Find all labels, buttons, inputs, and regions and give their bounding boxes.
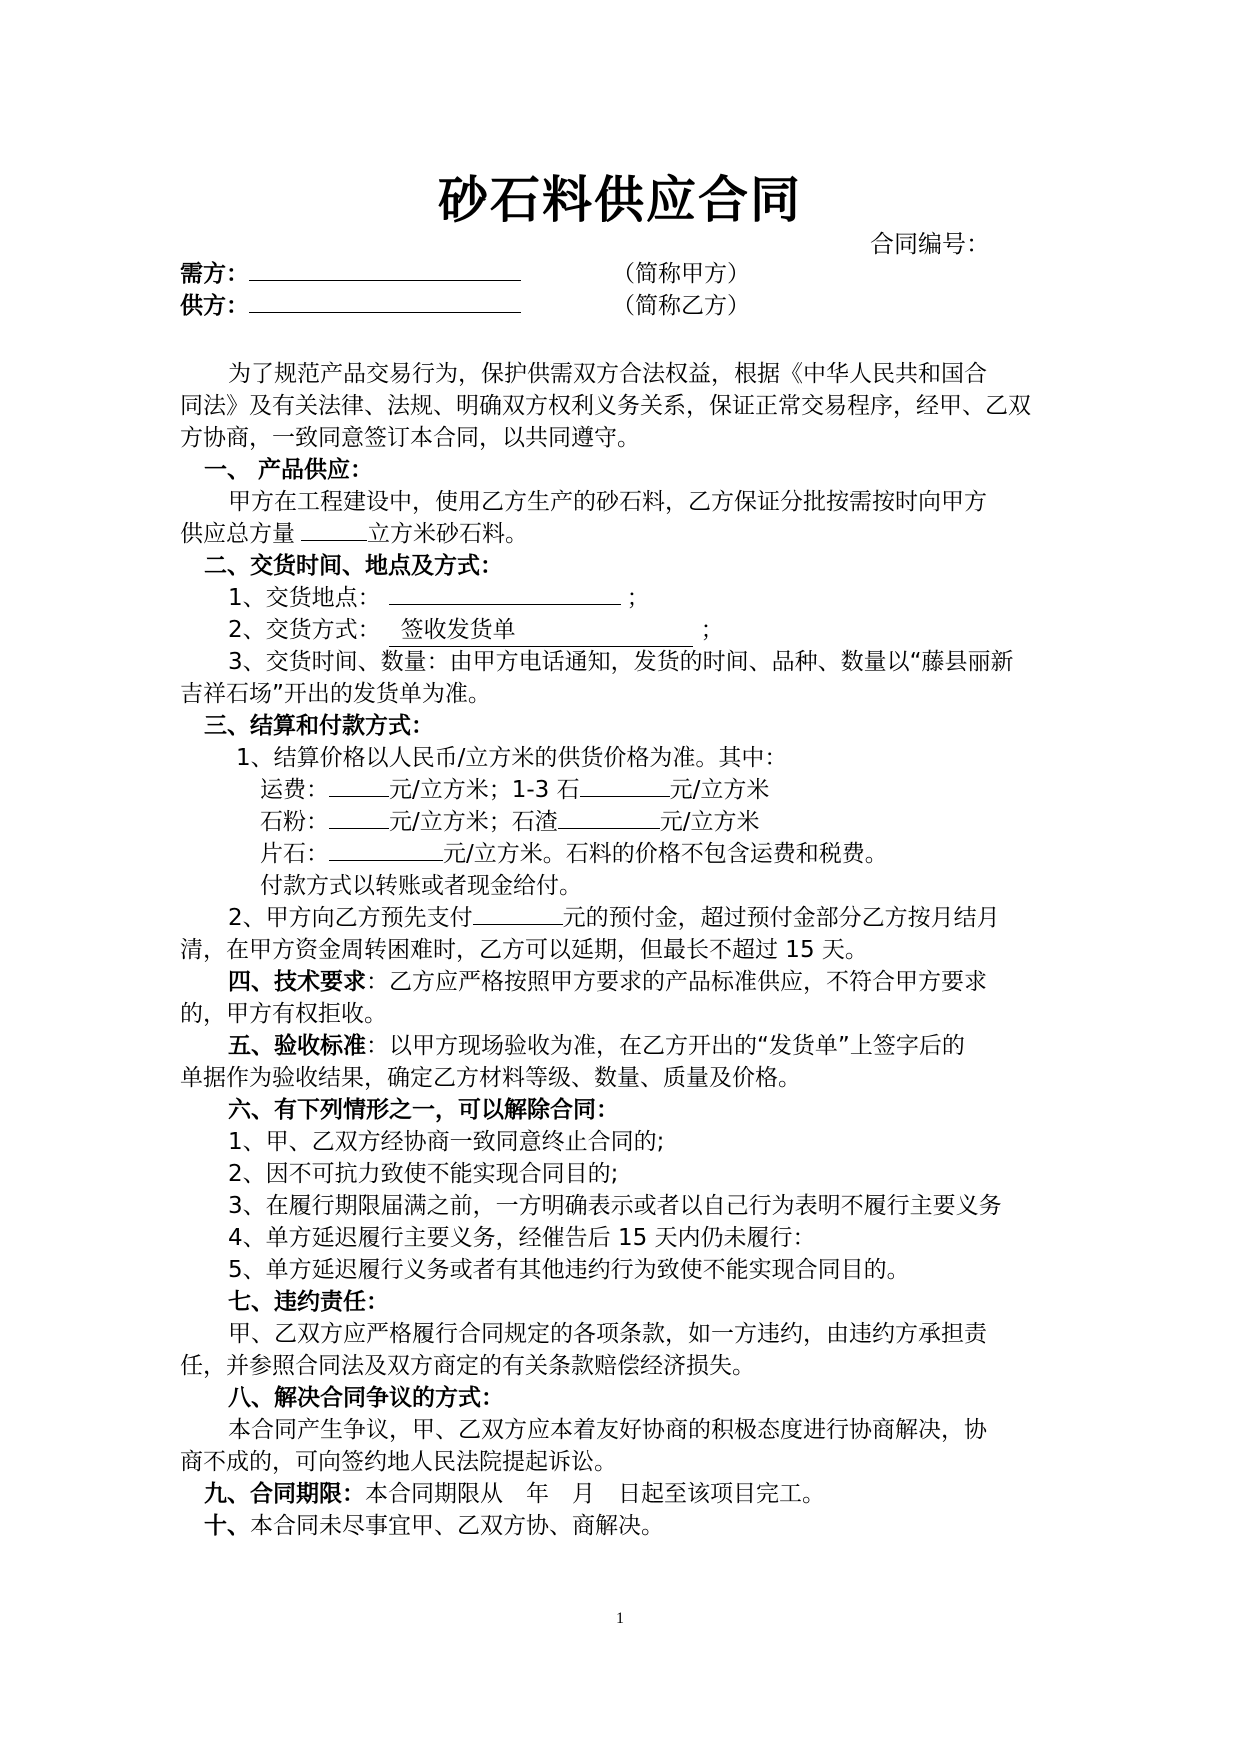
settlement-price-line: 1、结算价格以人民币/立方米的供货价格为准。其中：: [236, 745, 788, 771]
seller-row: [180, 290, 521, 322]
delivery-time-line-1: 3、交货时间、数量：由甲方电话通知，发货的时间、品种、数量以“藤县丽新: [228, 649, 1014, 675]
stone-1-3-unit: 元/立方米: [669, 777, 770, 803]
slag-unit: 元/立方米: [659, 809, 760, 835]
prepayment-line-2: 清，在甲方资金周转困难时，乙方可以延期，但最长不超过 15 天。: [180, 937, 868, 963]
freight-unit: 元/立方米；: [389, 777, 512, 803]
section-4-line-1: [180, 966, 1108, 998]
seller-note: （简称乙方）: [612, 293, 750, 319]
section-10-text: 本合同未尽事宜甲、乙双方协、商解决。: [250, 1513, 664, 1539]
document-title: 砂石料供应合同: [438, 171, 802, 229]
intro-line-1: 为了规范产品交易行为，保护供需双方合法权益，根据《中华人民共和国合: [228, 361, 987, 387]
section-7-line-1: 甲、乙双方应严格履行合同规定的各项条款，如一方违约，由违约方承担责: [228, 1321, 987, 1347]
freight-row: [180, 774, 1140, 806]
flake-row: [180, 838, 1140, 870]
payment-method-line: 付款方式以转账或者现金给付。: [260, 873, 582, 899]
section-5-heading: 五、验收标准: [228, 1033, 366, 1059]
freight-blank[interactable]: [329, 774, 389, 797]
section-10-line: [180, 1510, 1084, 1542]
supply-total-unit: 立方米砂石料。: [367, 521, 528, 547]
termination-item: 3、在履行期限届满之前，一方明确表示或者以自己行为表明不履行主要义务: [228, 1193, 1002, 1219]
delivery-place-blank[interactable]: [389, 582, 621, 605]
termination-item: 4、单方延迟履行主要义务，经催告后 15 天内仍未履行：: [228, 1225, 816, 1251]
prepayment-row: [180, 902, 1108, 934]
section-1-heading: 一、 产品供应：: [204, 457, 374, 483]
slag-blank[interactable]: [558, 806, 660, 829]
delivery-method-label: 2、交货方式：: [228, 617, 381, 643]
section-9-line: [180, 1478, 1084, 1510]
stone-1-3-label: 1-3 石: [511, 777, 580, 803]
section-5-text: ：以甲方现场验收为准，在乙方开出的“发货单”上签字后的: [366, 1033, 965, 1059]
section-8-line-1: 本合同产生争议，甲、乙双方应本着友好协商的积极态度进行协商解决，协: [228, 1417, 987, 1443]
termination-item: 5、单方延迟履行义务或者有其他违约行为致使不能实现合同目的。: [228, 1257, 910, 1283]
buyer-note: （简称甲方）: [612, 261, 750, 287]
powder-blank[interactable]: [329, 806, 389, 829]
slag-label: 石渣: [511, 809, 558, 835]
buyer-label: 需方：: [180, 261, 249, 287]
delivery-method-row: [180, 614, 1108, 647]
supply-total-blank[interactable]: [301, 518, 367, 541]
section-8-heading: 八、解决合同争议的方式：: [228, 1385, 504, 1411]
delivery-place-end: ；: [626, 585, 650, 611]
prepayment-text: 元的预付金，超过预付金部分乙方按月结月: [562, 905, 1000, 931]
seller-blank[interactable]: [249, 290, 521, 313]
delivery-method-value[interactable]: 签收发货单: [389, 614, 693, 647]
section-5-line-2: 单据作为验收结果，确定乙方材料等级、数量、质量及价格。: [180, 1065, 801, 1091]
delivery-place-row: [180, 582, 1108, 614]
section-9-heading: 九、合同期限：: [204, 1481, 365, 1507]
intro-line-3: 方协商，一致同意签订本合同，以共同遵守。: [180, 425, 640, 451]
section-5-line-1: [180, 1030, 1108, 1062]
delivery-method-end: ；: [700, 617, 724, 643]
prepayment-blank[interactable]: [473, 902, 563, 925]
section-2-heading: 二、交货时间、地点及方式：: [204, 553, 503, 579]
prepayment-label: 2、甲方向乙方预先支付: [228, 905, 473, 931]
buyer-row: [180, 258, 521, 290]
termination-item: 1、甲、乙双方经协商一致同意终止合同的;: [228, 1129, 665, 1155]
powder-row: [180, 806, 1140, 838]
section-8-line-2: 商不成的，可向签约地人民法院提起诉讼。: [180, 1449, 617, 1475]
buyer-blank[interactable]: [249, 258, 521, 281]
section-4-heading: 四、技术要求: [228, 969, 366, 995]
section-10-heading: 十、: [204, 1513, 250, 1539]
section-6-heading: 六、有下列情形之一，可以解除合同：: [228, 1097, 619, 1123]
section-3-heading: 三、结算和付款方式：: [204, 713, 434, 739]
section-4-text: ：乙方应严格按照甲方要求的产品标准供应，不符合甲方要求: [366, 969, 987, 995]
seller-label: 供方：: [180, 293, 249, 319]
supply-total-label: 供应总方量: [180, 521, 295, 547]
powder-unit: 元/立方米；: [389, 809, 512, 835]
section-9-text: 本合同期限从 年 月 日起至该项目完工。: [365, 1481, 825, 1507]
delivery-time-line-2: 吉祥石场”开出的发货单为准。: [180, 681, 491, 707]
flake-unit: 元/立方米。石料的价格不包含运费和税费。: [443, 841, 888, 867]
section-4-line-2: 的，甲方有权拒收。: [180, 1001, 387, 1027]
freight-label: 运费：: [260, 777, 329, 803]
intro-line-2: 同法》及有关法律、法规、明确双方权利义务关系，保证正常交易程序，经甲、乙双: [180, 393, 1031, 419]
termination-item: 2、因不可抗力致使不能实现合同目的;: [228, 1161, 619, 1187]
contract-number-label: 合同编号：: [870, 230, 990, 258]
powder-label: 石粉：: [260, 809, 329, 835]
section-1-line-1: 甲方在工程建设中，使用乙方生产的砂石料，乙方保证分批按需按时向甲方: [228, 489, 987, 515]
flake-blank[interactable]: [329, 838, 443, 861]
page-number: 1: [616, 1610, 624, 1627]
section-1-line-2: [180, 518, 1060, 550]
section-7-line-2: 任，并参照合同法及双方商定的有关条款赔偿经济损失。: [180, 1353, 755, 1379]
section-7-heading: 七、违约责任：: [228, 1289, 389, 1315]
stone-1-3-blank[interactable]: [580, 774, 670, 797]
delivery-place-label: 1、交货地点：: [228, 585, 381, 611]
flake-label: 片石：: [260, 841, 329, 867]
